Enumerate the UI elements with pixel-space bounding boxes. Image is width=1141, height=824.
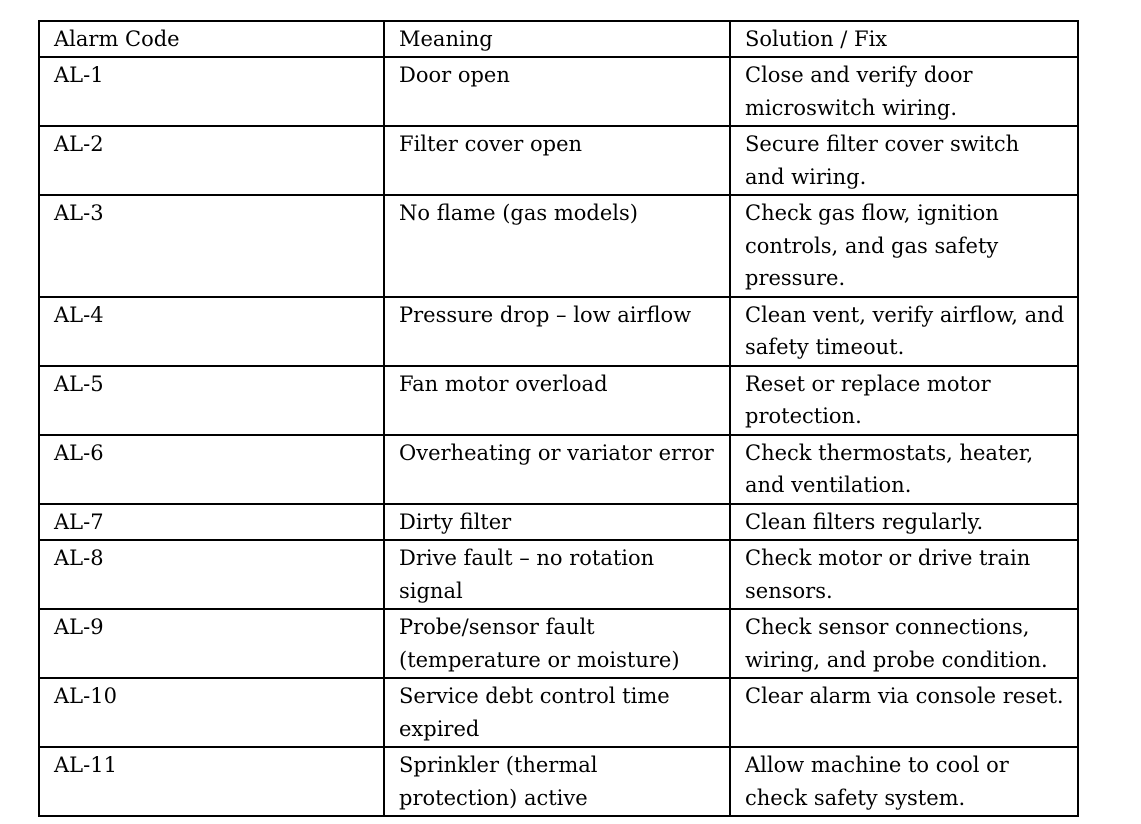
alarm-code-cell: AL-9 [39, 609, 384, 678]
header-meaning: Meaning [384, 21, 730, 57]
solution-cell: Clean vent, verify airflow, and safety timeout. [730, 297, 1078, 366]
solution-cell: Clean filters regularly. [730, 504, 1078, 541]
alarm-code-cell: AL-7 [39, 504, 384, 541]
header-alarm-code: Alarm Code [39, 21, 384, 57]
meaning-cell: No flame (gas models) [384, 195, 730, 297]
table-row [39, 678, 1078, 747]
solution-cell: Allow machine to cool or check safety system. [730, 747, 1078, 816]
table-row [39, 366, 1078, 435]
solution-cell: Clear alarm via console reset. [730, 678, 1078, 747]
table-row [39, 504, 1078, 541]
meaning-cell: Door open [384, 57, 730, 126]
meaning-cell: Service debt control time expired [384, 678, 730, 747]
table-row [39, 747, 1078, 816]
alarm-code-cell: AL-6 [39, 435, 384, 504]
meaning-cell: Filter cover open [384, 126, 730, 195]
alarm-code-cell: AL-5 [39, 366, 384, 435]
solution-cell: Reset or replace motor protection. [730, 366, 1078, 435]
alarm-code-cell: AL-2 [39, 126, 384, 195]
meaning-cell: Overheating or variator error [384, 435, 730, 504]
header-solution: Solution / Fix [730, 21, 1078, 57]
table-row [39, 297, 1078, 366]
meaning-cell: Pressure drop – low airflow [384, 297, 730, 366]
meaning-cell: Probe/sensor fault (temperature or moisture) [384, 609, 730, 678]
table-row [39, 609, 1078, 678]
alarm-code-cell: AL-8 [39, 540, 384, 609]
table-header-row [39, 21, 1078, 57]
solution-cell: Check sensor connections, wiring, and probe condition. [730, 609, 1078, 678]
alarm-code-cell: AL-3 [39, 195, 384, 297]
meaning-cell: Dirty filter [384, 504, 730, 541]
solution-cell: Close and verify door microswitch wiring. [730, 57, 1078, 126]
alarm-code-cell: AL-4 [39, 297, 384, 366]
meaning-cell: Drive fault – no rotation signal [384, 540, 730, 609]
table-row [39, 126, 1078, 195]
alarm-code-table [38, 20, 1079, 817]
table-row [39, 57, 1078, 126]
table-row [39, 195, 1078, 297]
solution-cell: Check thermostats, heater, and ventilation. [730, 435, 1078, 504]
meaning-cell: Sprinkler (thermal protection) active [384, 747, 730, 816]
alarm-code-cell: AL-1 [39, 57, 384, 126]
solution-cell: Secure filter cover switch and wiring. [730, 126, 1078, 195]
alarm-code-cell: AL-11 [39, 747, 384, 816]
solution-cell: Check gas flow, ignition controls, and gas safety pressure. [730, 195, 1078, 297]
alarm-code-cell: AL-10 [39, 678, 384, 747]
table-row [39, 540, 1078, 609]
solution-cell: Check motor or drive train sensors. [730, 540, 1078, 609]
meaning-cell: Fan motor overload [384, 366, 730, 435]
table-row [39, 435, 1078, 504]
